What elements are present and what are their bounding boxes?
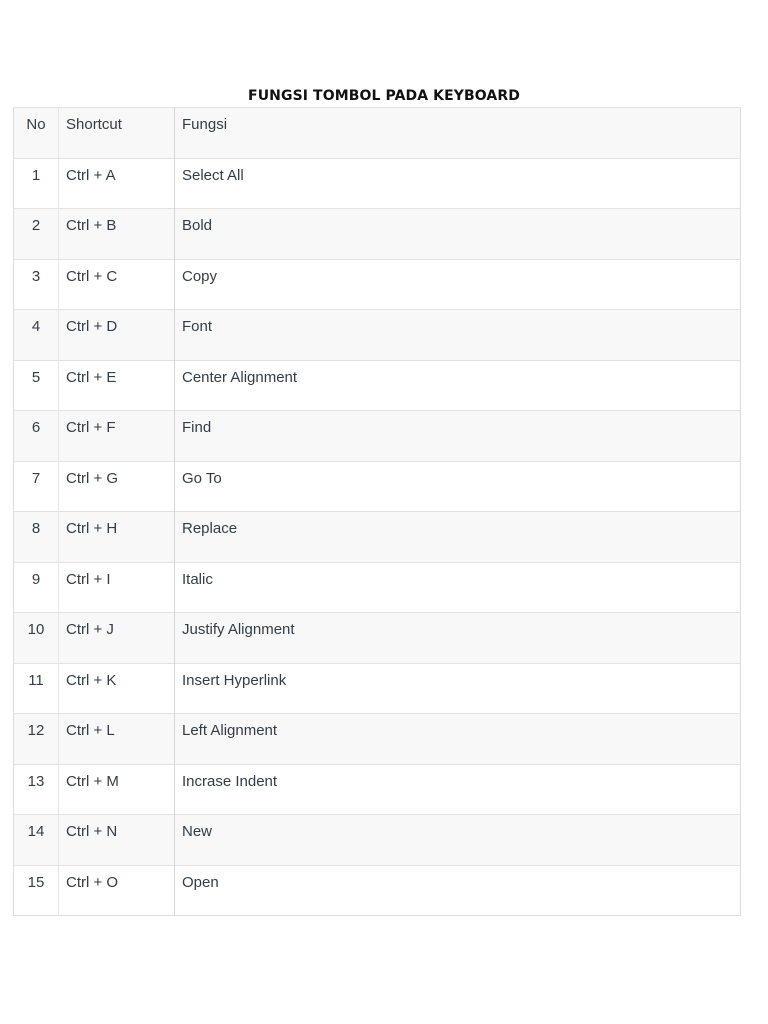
table-row [14, 158, 741, 209]
cell-shortcut: Ctrl + O [59, 865, 175, 916]
page-title: FUNGSI TOMBOL PADA KEYBOARD [248, 88, 520, 104]
cell-fungsi: Bold [175, 209, 741, 260]
cell-shortcut: Ctrl + D [59, 310, 175, 361]
cell-fungsi: Italic [175, 562, 741, 613]
table-row [14, 411, 741, 462]
header-shortcut: Shortcut [59, 108, 175, 159]
cell-no: 1 [14, 158, 59, 209]
header-no: No [14, 108, 59, 159]
cell-fungsi: Insert Hyperlink [175, 663, 741, 714]
shortcut-table [13, 107, 741, 916]
cell-shortcut: Ctrl + A [59, 158, 175, 209]
cell-no: 15 [14, 865, 59, 916]
table-row [14, 815, 741, 866]
cell-no: 12 [14, 714, 59, 765]
table-row [14, 764, 741, 815]
cell-shortcut: Ctrl + G [59, 461, 175, 512]
cell-fungsi: Left Alignment [175, 714, 741, 765]
cell-no: 13 [14, 764, 59, 815]
cell-shortcut: Ctrl + K [59, 663, 175, 714]
cell-shortcut: Ctrl + L [59, 714, 175, 765]
cell-shortcut: Ctrl + E [59, 360, 175, 411]
cell-shortcut: Ctrl + B [59, 209, 175, 260]
cell-fungsi: Go To [175, 461, 741, 512]
cell-shortcut: Ctrl + H [59, 512, 175, 563]
cell-fungsi: Copy [175, 259, 741, 310]
cell-fungsi: Justify Alignment [175, 613, 741, 664]
cell-fungsi: Font [175, 310, 741, 361]
cell-shortcut: Ctrl + N [59, 815, 175, 866]
cell-fungsi: New [175, 815, 741, 866]
table-row [14, 714, 741, 765]
table-row [14, 613, 741, 664]
cell-no: 14 [14, 815, 59, 866]
table-row [14, 865, 741, 916]
cell-shortcut: Ctrl + I [59, 562, 175, 613]
cell-fungsi: Replace [175, 512, 741, 563]
cell-no: 11 [14, 663, 59, 714]
cell-no: 3 [14, 259, 59, 310]
cell-no: 5 [14, 360, 59, 411]
table-row [14, 209, 741, 260]
table-row [14, 461, 741, 512]
cell-no: 10 [14, 613, 59, 664]
cell-shortcut: Ctrl + M [59, 764, 175, 815]
table-row [14, 663, 741, 714]
cell-no: 6 [14, 411, 59, 462]
cell-no: 7 [14, 461, 59, 512]
cell-fungsi: Open [175, 865, 741, 916]
cell-no: 8 [14, 512, 59, 563]
table-row [14, 310, 741, 361]
cell-shortcut: Ctrl + J [59, 613, 175, 664]
cell-no: 2 [14, 209, 59, 260]
table-row [14, 562, 741, 613]
cell-shortcut: Ctrl + F [59, 411, 175, 462]
cell-fungsi: Find [175, 411, 741, 462]
table-row [14, 512, 741, 563]
table-row [14, 259, 741, 310]
table-header-row [14, 108, 741, 159]
cell-fungsi: Incrase Indent [175, 764, 741, 815]
cell-shortcut: Ctrl + C [59, 259, 175, 310]
header-fungsi: Fungsi [175, 108, 741, 159]
table-row [14, 360, 741, 411]
cell-fungsi: Select All [175, 158, 741, 209]
cell-no: 9 [14, 562, 59, 613]
cell-fungsi: Center Alignment [175, 360, 741, 411]
cell-no: 4 [14, 310, 59, 361]
